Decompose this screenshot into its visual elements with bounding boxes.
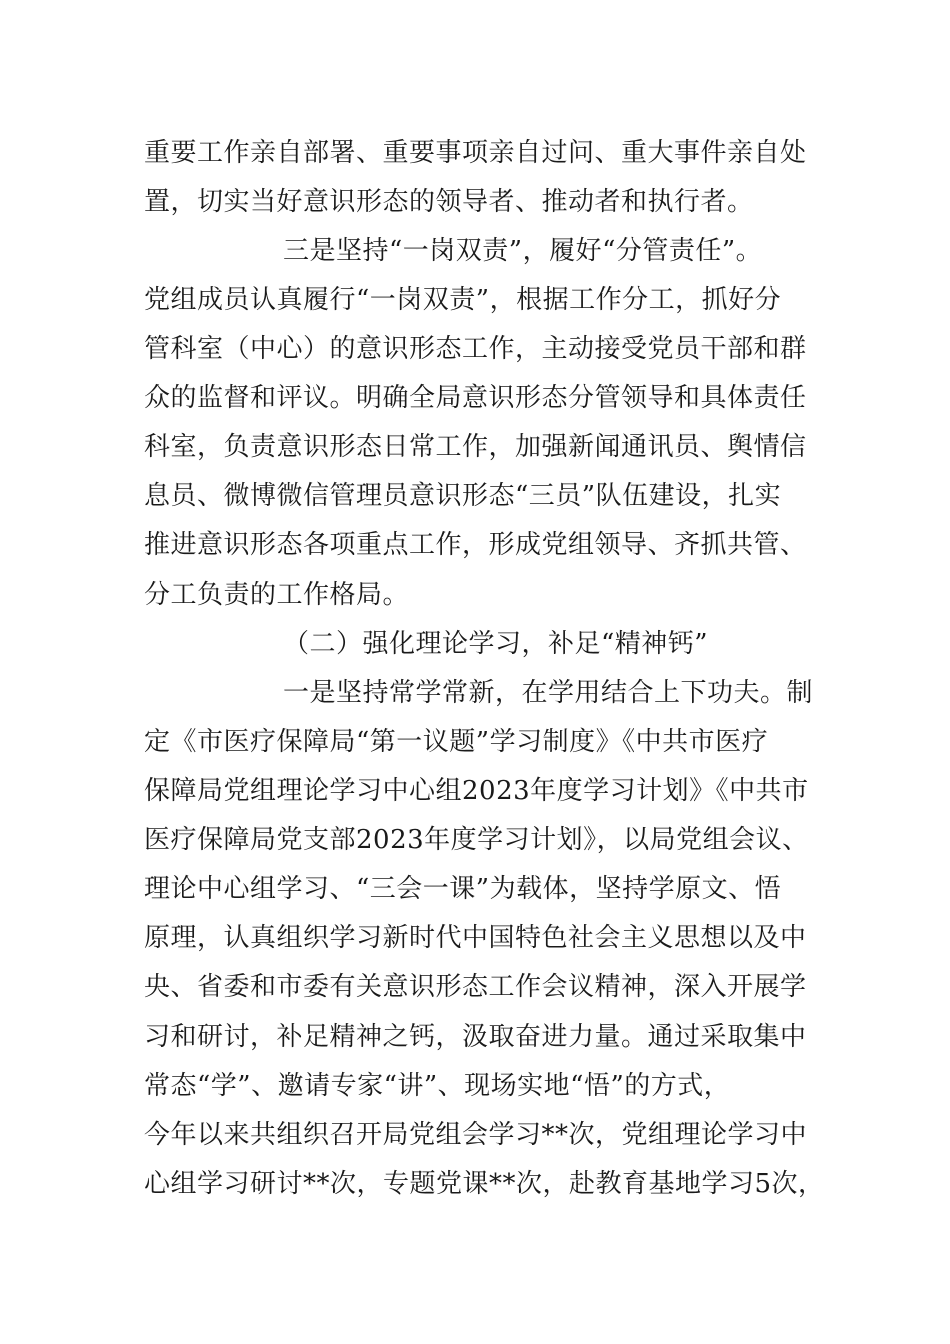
text-line: 今年以来共组织召开局党组会学习**次，党组理论学习中 [144, 1120, 808, 1150]
text-line: 原理，认真组织学习新时代中国特色社会主义思想以及中 [144, 923, 807, 953]
text-line: 息员、微博微信管理员意识形态“三员”队伍建设，扎实 [144, 481, 782, 511]
text-line: 保障局党组理论学习中心组2023年度学习计划》《中共市 [144, 776, 809, 806]
text-line: 常态“学”、邀请专家“讲”、现场实地“悟”的方式， [144, 1071, 731, 1101]
text-line: 推进意识形态各项重点工作，形成党组领导、齐抓共管、 [144, 530, 807, 560]
text-line: 习和研讨，补足精神之钙，汲取奋进力量。通过采取集中 [144, 1022, 807, 1052]
text-line: 定《市医疗保障局“第一议题”学习制度》《中共市医疗 [144, 727, 769, 757]
section-heading: （二）强化理论学习，补足“精神钙” [283, 629, 709, 659]
text-line: 分工负责的工作格局。 [144, 580, 410, 610]
text-line: 重要工作亲自部署、重要事项亲自过问、重大事件亲自处 [144, 138, 807, 168]
text-line: 医疗保障局党支部2023年度学习计划》，以局党组会议、 [144, 825, 809, 855]
text-line: 众的监督和评议。明确全局意识形态分管领导和具体责任 [144, 383, 807, 413]
paragraph-heading: 一是坚持常学常新，在学用结合上下功夫。制 [283, 678, 814, 708]
text-line: 置，切实当好意识形态的领导者、推动者和执行者。 [144, 187, 754, 217]
text-line: 央、省委和市委有关意识形态工作会议精神，深入开展学 [144, 972, 807, 1002]
text-line: 科室，负责意识形态日常工作，加强新闻通讯员、舆情信 [144, 432, 807, 462]
text-line: 管科室（中心）的意识形态工作，主动接受党员干部和群 [144, 334, 807, 364]
text-line: 党组成员认真履行“一岗双责”，根据工作分工，抓好分 [144, 285, 782, 315]
text-line: 心组学习研讨**次，专题党课**次，赴教育基地学习5次， [144, 1169, 825, 1199]
text-line: 理论中心组学习、“三会一课”为载体，坚持学原文、悟 [144, 874, 782, 904]
paragraph-heading: 三是坚持“一岗双责”，履好“分管责任”。 [283, 236, 763, 266]
